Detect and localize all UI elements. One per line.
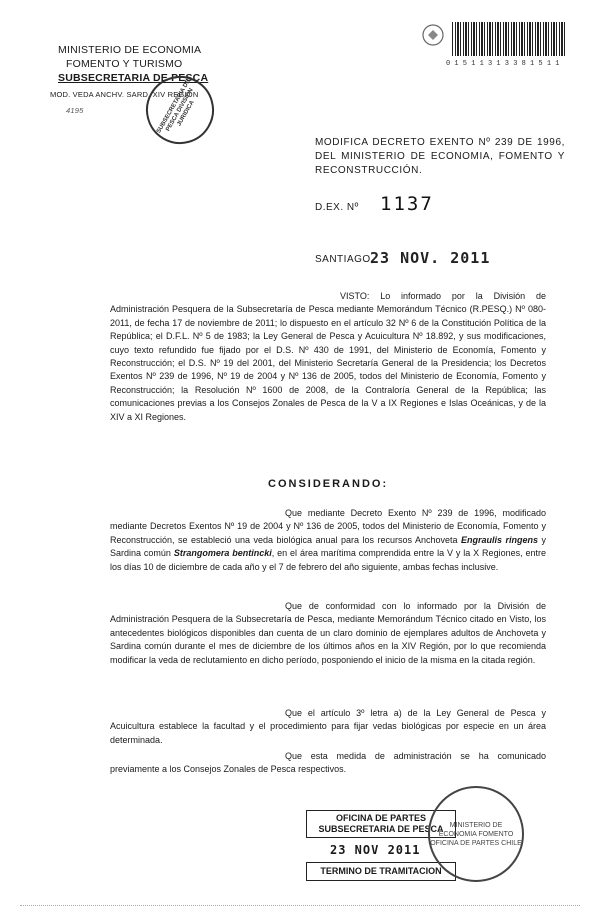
decree-date: 23 NOV. 2011 (370, 249, 491, 267)
ministry-line-3: SUBSECRETARIA DE PESCA (58, 72, 209, 84)
barcode (452, 22, 567, 56)
decree-label: D.EX. Nº (315, 202, 359, 213)
ministry-line-2: FOMENTO Y TURISMO (66, 58, 183, 70)
species-sardina: Strangomera bentincki (173, 548, 272, 559)
document-title: MODIFICA DECRETO EXENTO Nº 239 DE 1996, DEL MINISTERIO DE ECONOMIA, FOMENTO Y RECONSTRUCCIÓN. (315, 137, 565, 176)
visto-paragraph: VISTO: Lo informado por la División de Administración Pesquera de la Subsecretaría de Pesca mediante Memorándum Técnico (R.PESQ.) Nº 080-2011, de fecha 17 de noviembre de 2011; lo dispuesto en el artículo 32 Nº 6 de la Constitución Política de la República; el D.F.L. Nº 5 de 1983; la Ley General de Pesca y Acuicultura Nº 18.892, y sus modificaciones, cuyo texto refundido fue fijado por el D.S. Nº 430 de 1991, del Ministerio de Economía, Fomento y Reconstrucción; el D.S. Nº 19 del 2001, del Ministerio Secretaría General de la Presidencia; los Decretos Exentos Nº 239 de 1996, Nº 19 de 2004 y Nº 136 de 2005, todos del Ministerio de Economía, Fomento y Reconstrucción; la Resolución Nº 1600 de 2008, de la Contraloría General de la República; las comunicaciones previas a los Consejos Zonales de Pesca de la V a IX Regiones e Islas Oceánicas, y de la XIV a XI Regiones. (110, 291, 546, 422)
p1-text-a: Que mediante Decreto Exento Nº 239 de 1996, modificado mediante Decretos Exentos Nº 19 de 2004 y Nº 136 de 2005, todos del Ministerio de Economía, Fomento y Reconstrucción, se estableció una veda biológica anual para los recursos Anchoveta (110, 508, 546, 545)
handwritten-annotation: 4195 (66, 106, 84, 115)
p1-text-c: , en el área marítima comprendida entre la V y la X Regiones, entre los días 10 de diciembre de cada año y el 7 de febrero del año siguiente, ambas fechas inclusive. (110, 548, 546, 572)
considerando-paragraph-4: Que esta medida de administración se ha comunicado previamente a los Consejos Zonales de Pesca respectivos. (110, 751, 546, 775)
considerando-paragraph-3: Que el artículo 3º letra a) de la Ley General de Pesca y Acuicultura establece la facultad y el procedimiento para fijar vedas biológicas por especie en un área determinada. (110, 708, 546, 745)
footer-divider (20, 905, 580, 906)
barcode-number: 0 1 5 1 1 3 1 3 3 8 1 5 1 1 (446, 60, 560, 68)
subject-reference: MOD. VEDA ANCHV. SARD. XIV REGION (50, 90, 199, 99)
division-stamp-text: SUBSECRETARIA DE PESCA DIVISION JURIDICA (155, 78, 196, 135)
ministry-round-stamp (428, 786, 524, 882)
decree-number: 1137 (380, 193, 434, 215)
office-stamp-line-1: OFICINA DE PARTES (335, 813, 426, 823)
office-stamp-line-2: SUBSECRETARIA DE PESCA (318, 824, 444, 834)
considerando-paragraph-1 (110, 507, 546, 574)
round-stamp-text: MINISTERIO DE ECONOMIA FOMENTO OFICINA DE PARTES CHILE (430, 821, 522, 847)
considerando-heading: CONSIDERANDO: (268, 478, 389, 490)
considerando-paragraph-2: Que de conformidad con lo informado por la División de Administración Pesquera de la Subsecretaría de Pesca, mediante Memorándum Técnico citado en Visto, los antecedentes biológicos disponibles dan cuenta de un claro dominio de ejemplares adultos de Anchoveta y Sardina común durante el mes de diciembre de los últimos años en la XIV Región, por lo que recomienda modificar la veda de reclutamiento en dicho período, posponiendo el inicio de la misma en la citada región. (110, 601, 546, 665)
species-anchoveta: Engraulis ringens (460, 534, 538, 545)
termino-tramitacion: TERMINO DE TRAMITACION (306, 862, 456, 881)
ministry-line-1: MINISTERIO DE ECONOMIA (58, 44, 202, 56)
seal-icon (420, 22, 446, 48)
p1-text-b: y Sardina común (110, 534, 546, 559)
place-label: SANTIAGO, (315, 254, 374, 265)
office-stamp-date: 23 NOV 2011 (330, 843, 421, 857)
